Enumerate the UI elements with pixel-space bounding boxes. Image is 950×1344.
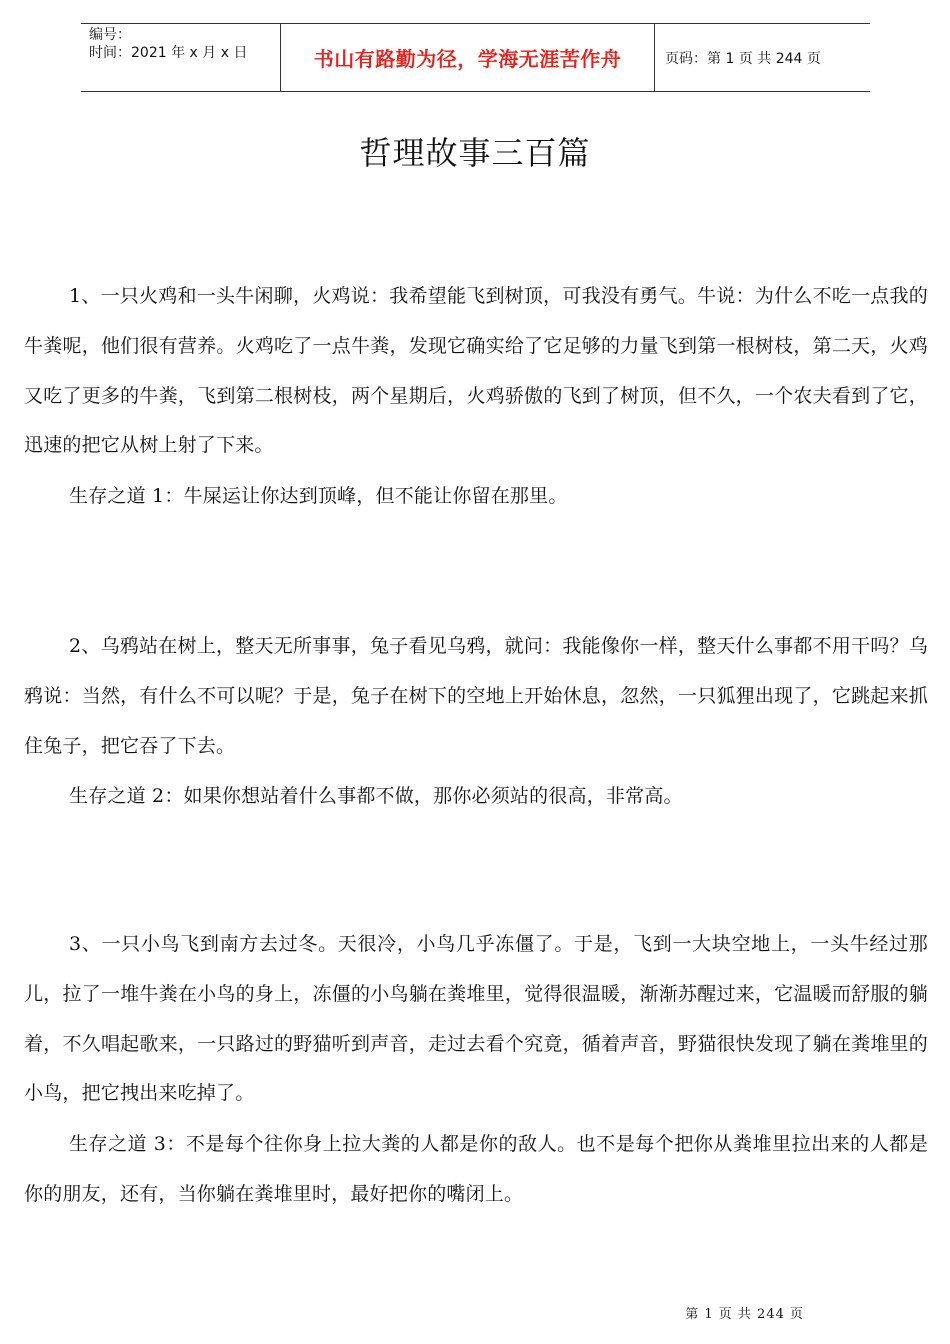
story-3: 3、一只小鸟飞到南方去过冬。天很冷，小鸟几乎冻僵了。于是，飞到一大块空地上，一头牛经过那儿，拉了一堆牛粪在小鸟的身上，冻僵的小鸟躺在粪堆里，觉得很温暖，渐渐苏醒过来，它温暖而舒服的躺着，不久唱起歌来，一只路过的野猫听到声音，走过去看个究竟，循着声音，野猫很快发现了躺在粪堆里的小鸟，把它拽出来吃掉了。: [24, 933, 928, 1105]
time-label: 时间：2021 年 x 月 x 日: [89, 45, 248, 61]
document-title: 哲理故事三百篇: [359, 134, 591, 172]
header-page-info: 页码：第 1 页 共 244 页: [665, 50, 821, 67]
lesson-2: 生存之道 2：如果你想站着什么事都不做，那你必须站的很高，非常高。: [69, 785, 683, 807]
page-header: [81, 23, 870, 92]
lesson-3: 生存之道 3：不是每个往你身上拉大粪的人都是你的敌人。也不是每个把你从粪堆里拉出来的人都是你的朋友，还有，当你躺在粪堆里时，最好把你的嘴闭上。: [24, 1133, 928, 1205]
page-footer: 第 1 页 共 244 页: [685, 1307, 804, 1322]
number-label: 编号：: [89, 27, 131, 43]
story-2: 2、乌鸦站在树上，整天无所事事，兔子看见乌鸦，就问：我能像你一样，整天什么事都不用干吗？乌鸦说：当然，有什么不可以呢？于是，兔子在树下的空地上开始休息，忽然，一只狐狸出现了，它跳起来抓住兔子，把它吞了下去。: [24, 635, 928, 757]
header-motto: 书山有路勤为径，学海无涯苦作舟: [281, 24, 655, 91]
story-1: 1、一只火鸡和一头牛闲聊，火鸡说：我希望能飞到树顶，可我没有勇气。牛说：为什么不吃一点我的牛粪呢，他们很有营养。火鸡吃了一点牛粪，发现它确实给了它足够的力量飞到第一根树枝，第二天，火鸡又吃了更多的牛粪，飞到第二根树枝，两个星期后，火鸡骄傲的飞到了树顶，但不久，一个农夫看到了它，迅速的把它从树上射了下来。: [24, 285, 928, 457]
header-meta: [81, 24, 281, 91]
lesson-1: 生存之道 1：牛屎运让你达到顶峰，但不能让你留在那里。: [69, 485, 568, 507]
